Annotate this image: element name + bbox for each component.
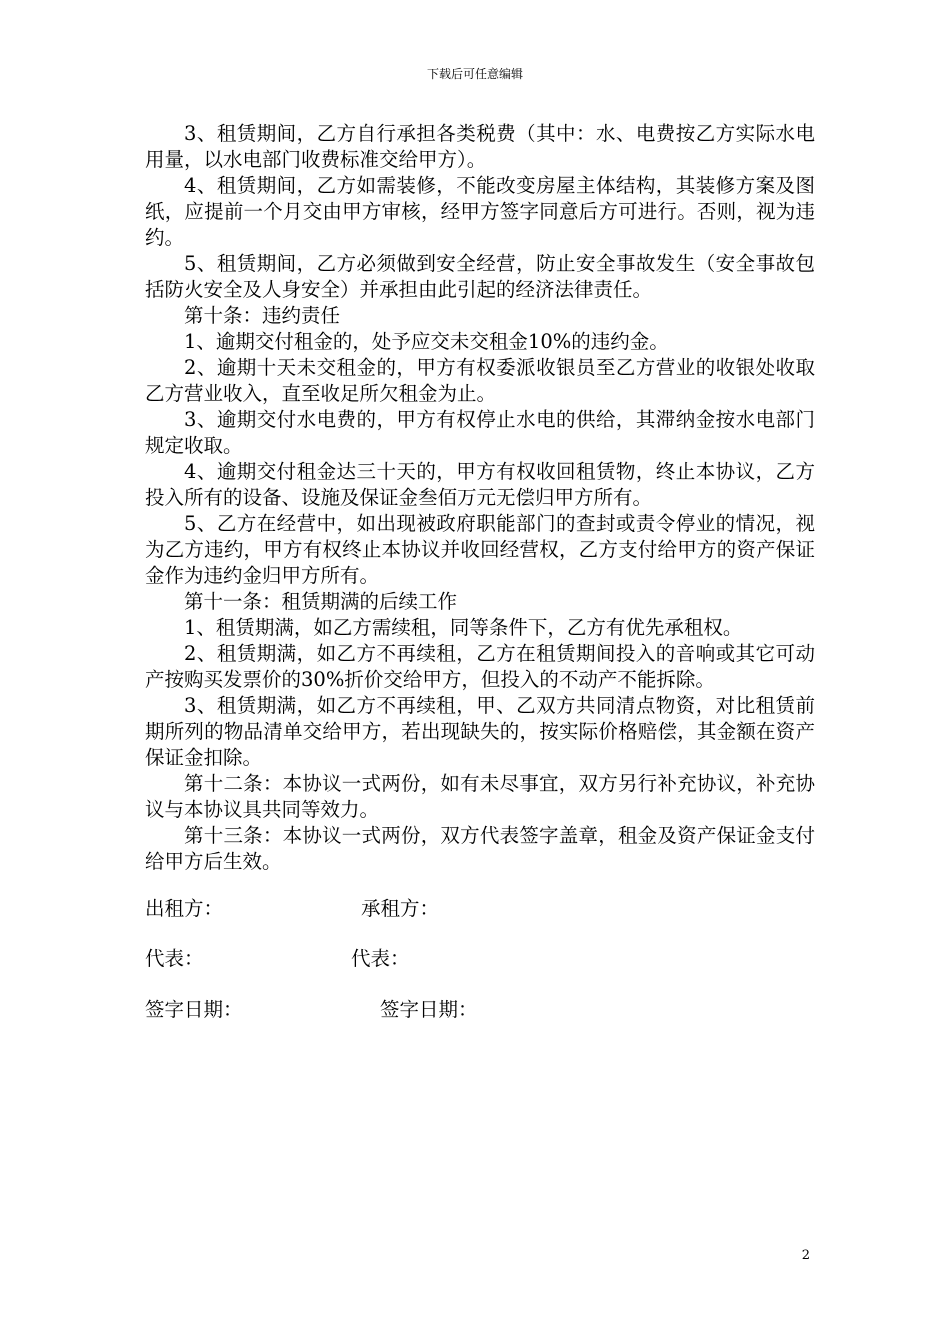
clause-paragraph: 3、租赁期间，乙方自行承担各类税费（其中：水、电费按乙方实际水电用量，以水电部门收费标准交给甲方）。 xyxy=(145,122,815,171)
clause-paragraph: 3、租赁期满，如乙方不再续租，甲、乙双方共同清点物资，对比租赁前期所列的物品清单交给甲方，若出现缺失的，按实际价格赔偿，其金额在资产保证金扣除。 xyxy=(145,694,815,769)
lessee-sign-date-label: 签字日期： xyxy=(380,998,478,1021)
clause-paragraph: 2、租赁期满，如乙方不再续租，乙方在租赁期间投入的音响或其它可动产按购买发票价的30%折价交给甲方，但投入的不动产不能拆除。 xyxy=(145,642,815,691)
clause-paragraph: 4、租赁期间，乙方如需装修，不能改变房屋主体结构，其装修方案及图纸，应提前一个月交由甲方审核，经甲方签字同意后方可进行。否则，视为违约。 xyxy=(145,174,815,249)
page-header: 下载后可任意编辑 xyxy=(426,67,523,81)
clause-paragraph: 3、逾期交付水电费的，甲方有权停止水电的供给，其滞纳金按水电部门规定收取。 xyxy=(145,408,815,457)
clause-paragraph: 4、逾期交付租金达三十天的，甲方有权收回租赁物，终止本协议，乙方投入所有的设备、设施及保证金叁佰万元无偿归甲方所有。 xyxy=(145,460,815,509)
section-heading: 第十一条：租赁期满的后续工作 xyxy=(184,590,458,613)
clause-paragraph: 第十二条：本协议一式两份，如有未尽事宜，双方另行补充协议，补充协议与本协议具共同等效力。 xyxy=(145,772,815,821)
lessee-representative-label: 代表： xyxy=(351,947,410,970)
clause-paragraph: 2、逾期十天未交租金的，甲方有权委派收银员至乙方营业的收银处收取乙方营业收入，直至收足所欠租金为止。 xyxy=(145,356,815,405)
signature-row-dates xyxy=(145,997,815,1023)
clause-paragraph: 1、租赁期满，如乙方需续租，同等条件下，乙方有优先承租权。 xyxy=(184,616,743,639)
lessor-label: 出租方： xyxy=(145,897,224,920)
section-heading: 第十条：违约责任 xyxy=(184,304,341,327)
signature-row-representatives xyxy=(145,946,815,972)
clause-paragraph: 5、乙方在经营中，如出现被政府职能部门的查封或责令停业的情况，视为乙方违约，甲方有权终止本协议并收回经营权，乙方支付给甲方的资产保证金作为违约金归甲方所有。 xyxy=(145,512,815,587)
lessee-label: 承租方： xyxy=(361,897,440,920)
clause-paragraph: 5、租赁期间，乙方必须做到安全经营，防止安全事故发生（安全事故包括防火安全及人身安全）并承担由此引起的经济法律责任。 xyxy=(145,252,815,301)
clause-paragraph: 1、逾期交付租金的，处予应交未交租金10%的违约金。 xyxy=(184,330,669,353)
signature-row-parties xyxy=(145,896,815,922)
lessor-representative-label: 代表： xyxy=(145,947,204,970)
page-number: 2 xyxy=(801,1248,810,1263)
clause-paragraph: 第十三条：本协议一式两份，双方代表签字盖章，租金及资产保证金支付给甲方后生效。 xyxy=(145,824,815,873)
lessor-sign-date-label: 签字日期： xyxy=(145,998,243,1021)
document-body xyxy=(145,121,815,875)
